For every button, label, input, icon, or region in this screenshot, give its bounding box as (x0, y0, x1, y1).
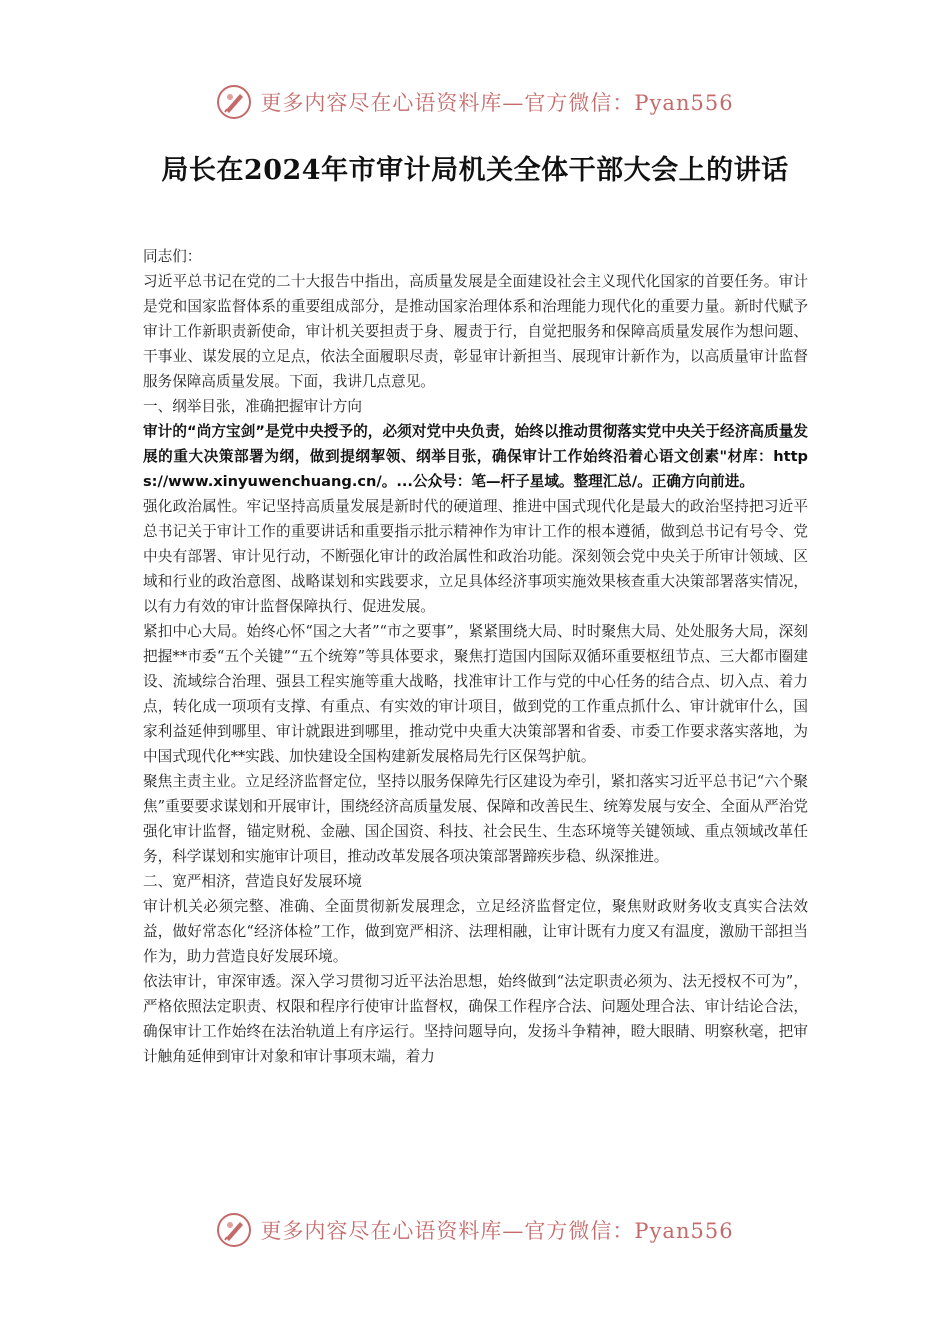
document-title: 局长在2024年市审计局机关全体干部大会上的讲话 (161, 155, 789, 186)
section-heading-2: 二、宽严相济，营造良好发展环境 (143, 873, 362, 890)
paragraph: 强化政治属性。牢记坚持高质量发展是新时代的硬道理、推进中国式现代化是最大的政治坚持把习近平总书记关于审计工作的重要讲话和重要指示批示精神作为审计工作的根本遵循，做到总书记有号令、党中央有部署、审计见行动，不断强化审计的政治属性和政治功能。深刻领会党中央关于所审计领域、区域和行业的政治意图、战略谋划和实践要求，立足具体经济事项实施效果核查重大决策部署落实情况，以有力有效的审计监督保障执行、促进发展。 (143, 498, 808, 615)
quill-logo-icon (216, 84, 252, 120)
paragraph-intro: 习近平总书记在党的二十大报告中指出，高质量发展是全面建设社会主义现代化国家的首要任务。审计是党和国家监督体系的重要组成部分，是推动国家治理体系和治理能力现代化的重要力量。新时代赋予审计工作新职责新使命，审计机关要担责于身、履责于行，自觉把服务和保障高质量发展作为想问题、干事业、谋发展的立足点，依法全面履职尽责，彰显审计新担当、展现审计新作为，以高质量审计监督服务保障高质量发展。下面，我讲几点意见。 (143, 273, 808, 390)
section-heading-1: 一、纲举目张，准确把握审计方向 (143, 398, 362, 415)
paragraph: 依法审计，审深审透。深入学习贯彻习近平法治思想，始终做到“法定职责必须为、法无授权不可为”，严格依照法定职责、权限和程序行使审计监督权，确保工作程序合法、问题处理合法、审计结论合法，确保审计工作始终在法治轨道上有序运行。坚持问题导向，发扬斗争精神，瞪大眼睛、明察秋毫，把审计触角延伸到审计对象和审计事项末端，着力 (143, 973, 808, 1065)
paragraph: 紧扣中心大局。始终心怀“国之大者”“市之要事”，紧紧围绕大局、时时聚焦大局、处处服务大局，深刻把握**市委“五个关键”“五个统筹”等具体要求，聚焦打造国内国际双循环重要枢纽节点、三大都市圈建设、流域综合治理、强县工程实施等重大战略，找准审计工作与党的中心任务的结合点、切入点、着力点，转化成一项项有支撑、有重点、有实效的审计项目，做到党的工作重点抓什么、审计就审什么，国家利益延伸到哪里、审计就跟进到哪里，推动党中央重大决策部署和省委、市委工作要求落实落地，为中国式现代化**实践、加快建设全国构建新发展格局先行区保驾护航。 (143, 623, 808, 765)
watermark-text: 更多内容尽在心语资料库—官方微信：Pyan556 (260, 1219, 734, 1243)
quill-logo-icon (216, 1212, 252, 1248)
watermark-banner-bottom (0, 1208, 950, 1252)
document-body (143, 244, 808, 1069)
watermark-banner-top (0, 80, 950, 124)
paragraph-emphasis: 审计的“尚方宝剑”是党中央授予的，必须对党中央负责，始终以推动贯彻落实党中央关于经济高质量发展的重大决策部署为纲，做到提纲挈领、纲举目张，确保审计工作始终沿着心语文创素"材库：https://www.xinyuwenchuang.cn/。...公众号：笔—杆子星域。整理汇总/。正确方向前进。 (143, 423, 808, 490)
paragraph: 审计机关必须完整、准确、全面贯彻新发展理念，立足经济监督定位，聚焦财政财务收支真实合法效益，做好常态化“经济体检”工作，做到宽严相济、法理相融，让审计既有力度又有温度，激励干部担当作为，助力营造良好发展环境。 (143, 898, 808, 965)
greeting: 同志们： (143, 248, 202, 265)
paragraph: 聚焦主责主业。立足经济监督定位，坚持以服务保障先行区建设为牵引，紧扣落实习近平总书记“六个聚焦”重要要求谋划和开展审计，围绕经济高质量发展、保障和改善民生、统筹发展与安全、全面从严治党强化审计监督，锚定财税、金融、国企国资、科技、社会民生、生态环境等关键领域、重点领域改革任务，科学谋划和实施审计项目，推动改革发展各项决策部署蹄疾步稳、纵深推进。 (143, 773, 808, 865)
watermark-text: 更多内容尽在心语资料库—官方微信：Pyan556 (260, 91, 734, 115)
